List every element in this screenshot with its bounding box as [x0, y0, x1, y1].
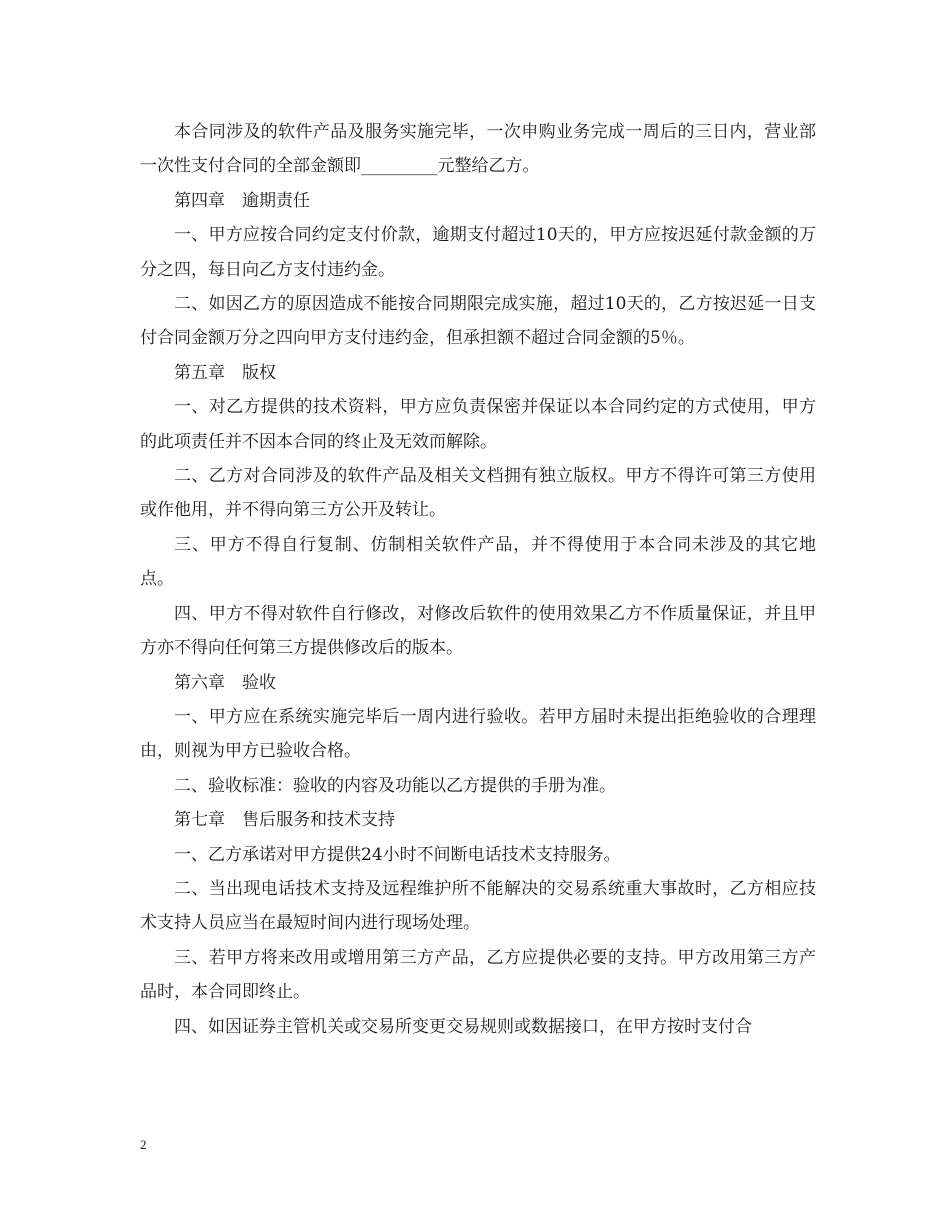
paragraph-7-1: 一、乙方承诺对甲方提供24小时不间断电话技术支持服务。 [174, 844, 621, 865]
paragraph-5-3: 三、甲方不得自行复制、仿制相关软件产品，并不得使用于本合同未涉及的其它地点。 [140, 534, 816, 590]
page-number: 2 [140, 1137, 147, 1152]
paragraph-5-1: 一、对乙方提供的技术资料，甲方应负责保密并保证以本合同约定的方式使用，甲方的此项责任并不因本合同的终止及无效而解除。 [140, 397, 816, 452]
paragraph-5-4: 四、甲方不得对软件自行修改，对修改后软件的使用效果乙方不作质量保证，并且甲方亦不得向任何第三方提供修改后的版本。 [140, 603, 816, 659]
paragraph-7-4: 四、如因证券主管机关或交易所变更交易规则或数据接口，在甲方按时支付合 [174, 1016, 752, 1037]
paragraph-7-3: 三、若甲方将来改用或增用第三方产品，乙方应提供必要的支持。甲方改用第三方产品时，本合同即终止。 [140, 947, 816, 1003]
paragraph-5-2: 二、乙方对合同涉及的软件产品及相关文档拥有独立版权。甲方不得许可第三方使用或作他用，并不得向第三方公开及转让。 [140, 466, 816, 521]
chapter-heading-7: 第七章 售后服务和技术支持 [174, 810, 395, 831]
paragraph-4-2: 二、如因乙方的原因造成不能按合同期限完成实施，超过10天的，乙方按迟延一日支付合同金额万分之四向甲方支付违约金，但承担额不超过合同金额的5％。 [140, 294, 816, 349]
chapter-heading-6: 第六章 验收 [174, 672, 276, 693]
paragraph-payment-terms: 本合同涉及的软件产品及服务实施完毕，一次申购业务完成一周后的三日内，营业部一次性支付合同的全部金额即_________元整给乙方。 [140, 122, 816, 177]
paragraph-7-2: 二、当出现电话技术支持及远程维护所不能解决的交易系统重大事故时，乙方相应技术支持人员应当在最短时间内进行现场处理。 [140, 878, 816, 934]
chapter-heading-5: 第五章 版权 [174, 362, 276, 383]
paragraph-6-2: 二、验收标准：验收的内容及功能以乙方提供的手册为准。 [174, 775, 616, 796]
document-body [140, 115, 816, 1044]
paragraph-4-1: 一、甲方应按合同约定支付价款，逾期支付超过10天的，甲方应按迟延付款金额的万分之四，每日向乙方支付违约金。 [140, 225, 816, 280]
paragraph-6-1: 一、甲方应在系统实施完毕后一周内进行验收。若甲方届时未提出拒绝验收的合理理由，则视为甲方已验收合格。 [140, 706, 816, 762]
chapter-heading-4: 第四章 逾期责任 [174, 190, 310, 211]
